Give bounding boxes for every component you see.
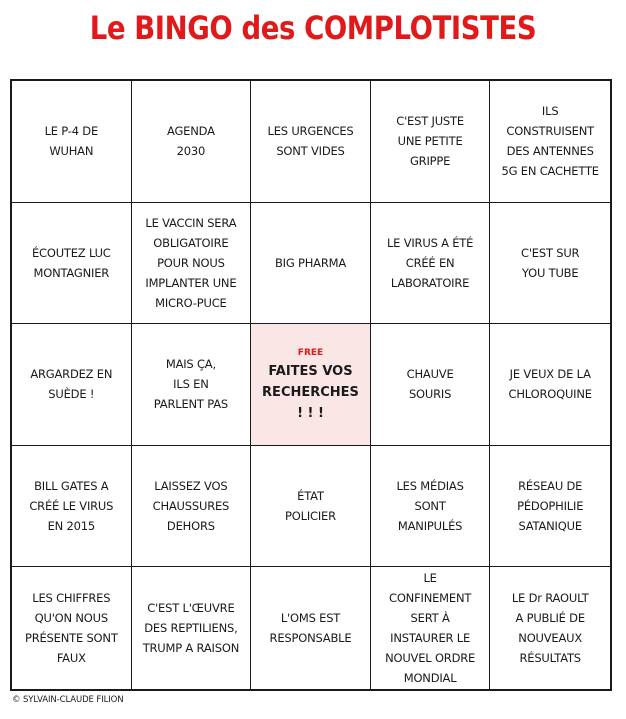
bingo-cell xyxy=(490,567,610,689)
bingo-cell xyxy=(251,567,371,689)
bingo-cell xyxy=(132,567,252,689)
cell-text: CHAUVE SOURIS xyxy=(406,367,454,402)
bingo-cell xyxy=(371,567,491,689)
bingo-cell xyxy=(12,446,132,568)
bingo-cell xyxy=(12,567,132,689)
bingo-cell xyxy=(371,324,491,446)
bingo-cell xyxy=(490,446,610,568)
bingo-cell xyxy=(490,324,610,446)
bingo-cell xyxy=(132,446,252,568)
cell-text: C'EST SUR YOU TUBE xyxy=(521,245,580,280)
page-title: Le BINGO des COMPLOTISTES xyxy=(89,9,537,47)
bingo-cell xyxy=(12,203,132,325)
cell-text: BIG PHARMA xyxy=(274,255,347,270)
cell-text: JE VEUX DE LA CHLOROQUINE xyxy=(508,367,592,402)
copyright-credit: © SYLVAIN-CLAUDE FILION xyxy=(12,695,124,705)
cell-text: ÉCOUTEZ LUC MONTAGNIER xyxy=(31,245,111,280)
bingo-cell xyxy=(132,324,252,446)
bingo-cell xyxy=(371,446,491,568)
cell-text: LE P-4 DE WUHAN xyxy=(44,124,99,159)
cell-text: ILS CONSTRUISENT DES ANTENNES 5G EN CACHETTE xyxy=(501,104,599,179)
bingo-cell xyxy=(251,446,371,568)
cell-text: MAIS ÇA, ILS EN PARLENT PAS xyxy=(153,357,228,412)
cell-text: LE VIRUS A ÉTÉ CRÉÉ EN LABORATOIRE xyxy=(386,235,474,290)
bingo-cell xyxy=(132,81,252,203)
free-label: FREE xyxy=(297,347,324,358)
bingo-cell xyxy=(371,81,491,203)
cell-text: L'OMS EST RESPONSABLE xyxy=(269,611,352,646)
cell-text: C'EST L'ŒUVRE DES REPTILIENS, TRUMP A RAISON xyxy=(142,601,240,656)
cell-text: AGENDA 2030 xyxy=(167,124,215,159)
cell-text: LES MÉDIAS SONT MANIPULÉS xyxy=(396,479,464,534)
cell-text: BILL GATES A CRÉÉ LE VIRUS EN 2015 xyxy=(29,479,114,534)
bingo-grid xyxy=(10,79,612,691)
cell-text: ARGARDEZ EN SUÈDE ! xyxy=(30,367,113,402)
bingo-cell xyxy=(490,203,610,325)
bingo-cell xyxy=(490,81,610,203)
cell-text: LES URGENCES SONT VIDES xyxy=(267,124,354,159)
cell-text: LES CHIFFRES QU'ON NOUS PRÉSENTE SONT FAUX xyxy=(24,591,118,666)
bingo-cell xyxy=(12,81,132,203)
cell-text: C'EST JUSTE UNE PETITE GRIPPE xyxy=(396,114,464,169)
cell-text: LE VACCIN SERA OBLIGATOIRE POUR NOUS IMPLANTER UNE MICRO-PUCE xyxy=(145,215,237,310)
bingo-cell xyxy=(371,203,491,325)
bingo-cell xyxy=(251,81,371,203)
free-cell-text: FAITES VOS RECHERCHES ! ! ! xyxy=(262,363,359,421)
bingo-cell xyxy=(12,324,132,446)
free-cell xyxy=(251,324,371,446)
bingo-cell xyxy=(132,203,252,325)
cell-text: LE CONFINEMENT SERT À INSTAURER LE NOUVEL ORDRE MONDIAL xyxy=(385,571,476,686)
cell-text: LAISSEZ VOS CHAUSSURES DEHORS xyxy=(152,479,230,534)
cell-text: ÉTAT POLICIER xyxy=(285,489,336,524)
cell-text: RÉSEAU DE PÉDOPHILIE SATANIQUE xyxy=(517,479,584,534)
bingo-cell xyxy=(251,203,371,325)
cell-text: LE Dr RAOULT A PUBLIÉ DE NOUVEAUX RÉSULTATS xyxy=(511,591,589,666)
